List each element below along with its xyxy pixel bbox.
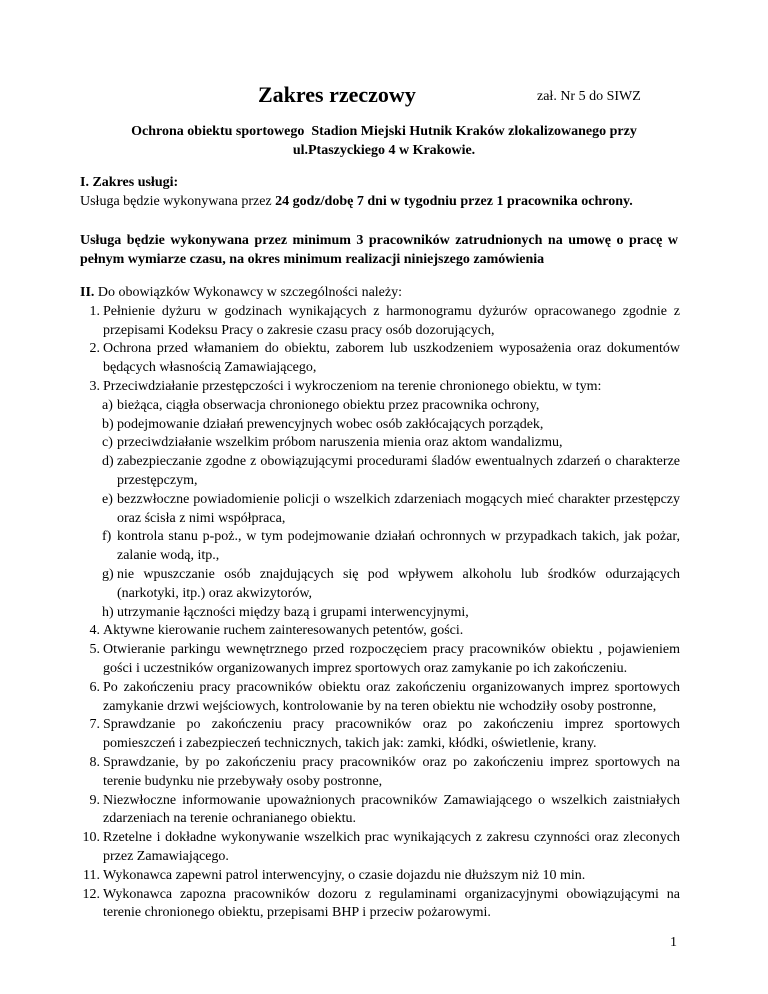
list-item-number: 6. [89,679,100,695]
list-item-text: Rzetelne i dokładne wykonywanie wszelkich prac wynikających z zakresu czynności oraz zleconych przez Zamawiającego. [103,830,680,864]
sub-list-item [80,416,680,435]
section-1-text [80,193,678,212]
section-2-intro: Do obowiązków Wykonawcy w szczególności należy: [94,285,402,300]
sub-list-item [80,434,680,453]
sub-list-letter: a) [102,397,113,413]
sub-list-letter: f) [102,529,112,545]
list-item-number: 5. [89,642,100,658]
sub-list-letter: h) [102,604,114,620]
list-item-text: Sprawdzanie, by po zakończeniu pracy pracowników oraz po zakończeniu imprez sportowych na terenie budynku nie przebywały osoby postronne, [103,754,680,789]
list-item-text: Pełnienie dyżuru w godzinach wynikających z harmonogramu dyżurów opracowanego zgodnie z przepisami Kodeksu Pracy o zakresie czasu pracy osób dozorujących, [103,303,680,338]
sub-list-text: podejmowanie działań prewencyjnych wobec osób zakłócających porządek, [117,416,544,432]
section-1-heading: I. Zakres usługi: [80,175,179,190]
list-item-number: 9. [89,792,100,808]
list-item-text: Niezwłoczne informowanie upoważnionych pracowników Zamawiającego o wszelkich zaistniałych zdarzeniach na terenie ochranianego obiektu. [103,792,680,827]
list-item-number: 7. [89,717,100,733]
subject-heading [60,122,708,160]
list-item-number: 1. [89,303,100,319]
list-item-number: 10. [82,830,100,846]
sub-list-letter: d) [102,454,114,470]
list-item [80,754,680,792]
list-item [80,886,680,924]
subject-line-2: ul.Ptaszyckiego 4 w Krakowie. [292,143,476,158]
list-item [80,378,680,397]
sub-list-item [80,566,680,604]
sub-list-letter: g) [102,566,114,582]
sub-list-text: kontrola stanu p-poż., w tym podejmowanie działań ochronnych w przypadkach takich, jak pożar, zalanie wodą, itp., [117,529,680,564]
sub-list-text: zabezpieczanie zgodne z obowiązującymi procedurami śladów ewentualnych zdarzeń o charakterze przestępczym, [117,454,680,488]
section-2-heading [80,284,680,303]
section-1-text-bold: 24 godz/dobę 7 dni w tygodniu przez 1 pracownika ochrony. [275,193,633,209]
list-item-number: 8. [89,754,100,770]
section-1 [80,174,678,212]
annex-label: zał. Nr 5 do SIWZ [537,89,641,104]
sub-list-letter: e) [102,491,113,507]
list-item-text: Wykonawca zapozna pracowników dozoru z regulaminami organizacyjnymi obowiązującymi na terenie chronionego obiektu, przepisami BHP i przeciw pożarowymi. [103,886,680,921]
list-item-number: 4. [89,623,100,639]
list-item [80,829,680,867]
list-item-number: 12. [82,886,100,902]
list-item [80,303,680,341]
section-2-number: II. [80,285,95,300]
sub-list-text: przeciwdziałanie wszelkim próbom naruszenia mienia oraz aktom wandalizmu, [117,435,563,451]
sub-list-item [80,604,680,623]
sub-list-item [80,453,680,491]
list-item-number: 11. [83,867,100,883]
list-item-text: Po zakończeniu pracy pracowników obiektu oraz zakończeniu organizowanych imprez sportowych zamykanie drzwi wejściowych, kontrolowanie by na teren obiektu nie wchodziły osoby postronne, [103,679,680,714]
list-item [80,679,680,717]
list-item-number: 2. [89,341,100,357]
sub-list-item [80,528,680,566]
section-1-text-regular: Usługa będzie wykonywana przez [80,193,276,209]
sub-list-text: bieżąca, ciągła obserwacja chronionego obiektu przez pracownika ochrony, [117,397,540,413]
list-item [80,867,680,886]
list-item-text: Otwieranie parkingu wewnętrznego przed rozpoczęciem pracy pracowników obiektu , pojawieniem gości i uczestników organizowanych imprez sportowych oraz zamykanie po ich zakończeniu. [103,642,680,676]
document-title: Zakres rzeczowy [258,82,416,107]
list-item [80,716,680,754]
staff-requirement: Usługa będzie wykonywana przez minimum 3 pracowników zatrudnionych na umowę o pracę w pełnym wymiarze czasu, na okres minimum realizacji niniejszego zamówienia [80,233,678,267]
subject-line-1: Ochrona obiektu sportowego Stadion Miejski Hutnik Kraków zlokalizowanego przy [131,124,637,139]
list-item [80,792,680,830]
list-item [80,340,680,378]
sub-list-text: bezzwłoczne powiadomienie policji o wszelkich zdarzeniach mogących mieć charakter przestępczy oraz ścisła z nimi współpraca, [117,491,680,526]
list-item-text: Wykonawca zapewni patrol interwencyjny, o czasie dojazdu nie dłuższym niż 10 min. [103,867,586,883]
sub-list-text: utrzymanie łączności między bazą i grupami interwencyjnymi, [117,604,469,620]
sub-list-text: nie wpuszczanie osób znajdujących się pod wpływem alkoholu lub środków odurzających (narkotyki, itp.) oraz akwizytorów, [117,566,680,601]
list-item-text: Ochrona przed włamaniem do obiektu, zaborem lub uszkodzeniem wyposażenia oraz dokumentów będących własnością Zamawiającego, [103,341,680,376]
sub-list-letter: b) [102,416,114,432]
sub-list-item [80,397,680,416]
list-item [80,641,680,679]
list-item [80,622,680,641]
list-item-text: Sprawdzanie po zakończeniu pracy pracowników oraz po zakończeniu imprez sportowych pomieszczeń i zabezpieczeń technicznych, takich jak: zamki, kłódki, oświetlenie, krany. [103,717,680,752]
page-number: 1 [670,935,677,950]
list-item-text: Aktywne kierowanie ruchem zainteresowanych petentów, gości. [103,623,464,639]
sub-list-letter: c) [102,435,113,451]
list-item-number: 3. [89,378,100,394]
list-item-text: Przeciwdziałanie przestępczości i wykroczeniom na terenie chronionego obiektu, w tym: [103,378,602,394]
sub-list-item [80,491,680,529]
section-2 [80,284,680,923]
